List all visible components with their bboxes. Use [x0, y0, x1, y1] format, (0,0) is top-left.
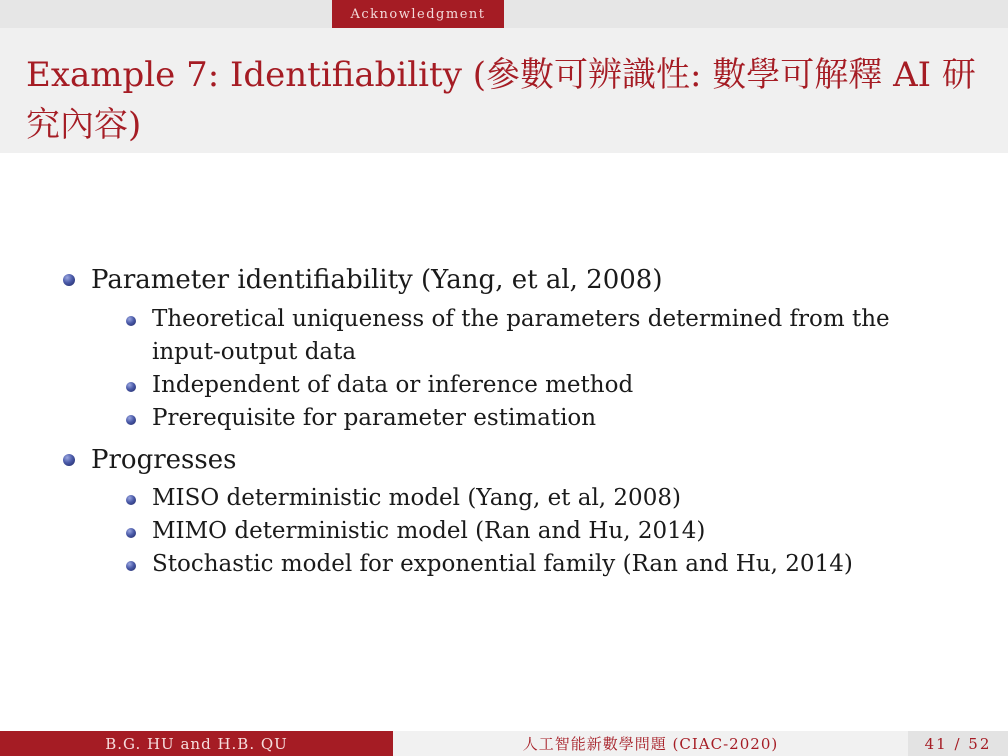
list-item: Parameter identifiability (Yang, et al, 2008) [91, 265, 663, 295]
bullet-icon [63, 454, 75, 466]
sub-list-item: Independent of data or inference method [152, 372, 634, 398]
title-block [0, 28, 1008, 153]
bullet-icon [126, 495, 136, 505]
sub-list-item: Theoretical uniqueness of the parameters determined from the input-output data [152, 306, 890, 365]
navigation-bar [0, 0, 1008, 28]
sub-list-item: Stochastic model for exponential family (Ran and Hu, 2014) [152, 551, 853, 577]
bullet-icon [126, 382, 136, 392]
list-item: Progresses [91, 445, 237, 475]
bullet-icon [63, 274, 75, 286]
sub-list-item: MIMO deterministic model (Ran and Hu, 2014) [152, 518, 706, 544]
page-number: 41 / 52 [908, 731, 1008, 756]
bullet-icon [126, 528, 136, 538]
bullet-icon [126, 415, 136, 425]
footer-talk-title: 人工智能新數學問題 (CIAC-2020) [393, 731, 908, 756]
bullet-icon [126, 561, 136, 571]
footer-bar [0, 731, 1008, 756]
sub-list-item: MISO deterministic model (Yang, et al, 2008) [152, 485, 681, 511]
sub-list-item: Prerequisite for parameter estimation [152, 405, 597, 431]
bullet-icon [126, 316, 136, 326]
nav-section-acknowledgment[interactable]: Acknowledgment [332, 0, 504, 28]
slide-title: Example 7: Identifiability (參數可辨識性: 數學可解釋 AI 研究內容) [26, 55, 976, 145]
footer-authors: B.G. HU and H.B. QU [0, 731, 393, 756]
